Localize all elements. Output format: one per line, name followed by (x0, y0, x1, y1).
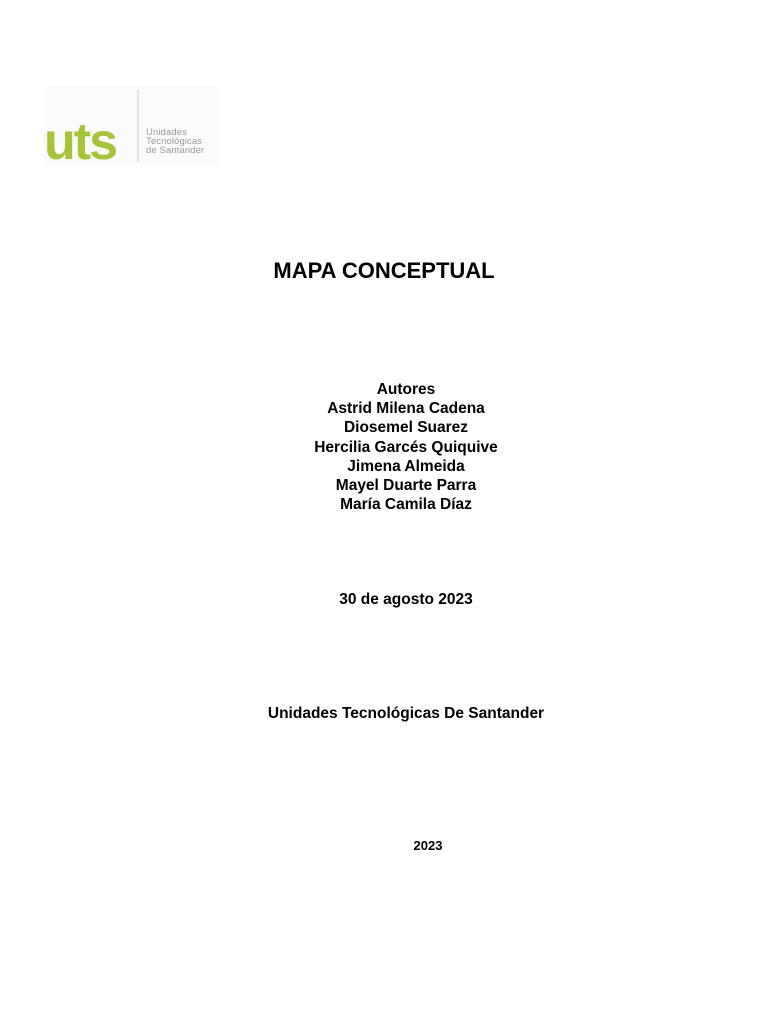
institution-name: Unidades Tecnológicas De Santander (267, 705, 545, 722)
document-date: 30 de agosto 2023 (339, 591, 473, 608)
logo-tagline-line-2: Tecnológicas (146, 136, 203, 147)
document-year: 2023 (413, 838, 443, 853)
logo-tagline-line-1: Unidades (146, 127, 187, 138)
document-title-text: MAPA CONCEPTUAL (273, 258, 495, 283)
document-title (0, 258, 768, 284)
author-name: Mayel Duarte Parra (335, 477, 477, 495)
logo-tagline (146, 128, 204, 155)
author-name: Jimena Almeida (347, 457, 465, 475)
logo-wordmark: uts (44, 113, 116, 166)
author-name: Astrid Milena Cadena (327, 400, 485, 418)
logo-tagline-line-3: de Santander (146, 145, 205, 156)
author-name: Hercilia Garcés Quiquive (314, 438, 498, 456)
uts-logo (44, 86, 220, 166)
authors-heading: Autores (376, 381, 436, 398)
authors-block (0, 380, 768, 514)
author-name: Diosemel Suarez (343, 419, 469, 437)
author-name: María Camila Díaz (340, 496, 472, 514)
